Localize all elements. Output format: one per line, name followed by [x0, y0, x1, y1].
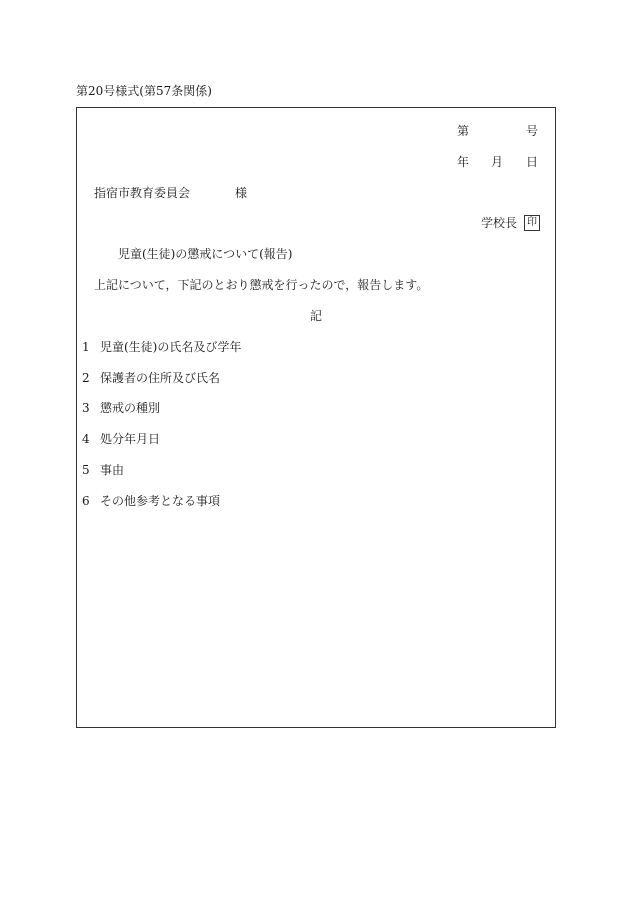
date-year: 年	[457, 155, 470, 169]
body-text: 上記について，下記のとおり懲戒を行ったので，報告します。	[94, 278, 429, 292]
addressee-name: 指宿市教育委員会	[94, 186, 191, 200]
form-title: 第20号様式(第57条関係)	[76, 84, 212, 98]
item-4-number: 4	[82, 432, 90, 446]
seal-mark: 印	[524, 215, 540, 231]
item-5-label: 事由	[100, 463, 125, 477]
item-1-number: 1	[82, 340, 90, 354]
subject: 児童(生徒)の懲戒について(報告)	[118, 247, 293, 261]
form-frame	[76, 107, 556, 728]
number-suffix: 号	[526, 124, 539, 138]
item-1-label: 児童(生徒)の氏名及び学年	[100, 340, 242, 354]
item-2-number: 2	[82, 371, 90, 385]
item-4-label: 処分年月日	[100, 432, 161, 446]
date-day: 日	[526, 155, 539, 169]
number-prefix: 第	[457, 124, 470, 138]
sender-title: 学校長	[481, 216, 518, 230]
item-2-label: 保護者の住所及び氏名	[100, 371, 221, 385]
item-6-label: その他参考となる事項	[100, 494, 221, 508]
item-6-number: 6	[82, 494, 90, 508]
ki-heading: 記	[310, 309, 323, 323]
addressee-honorific: 様	[235, 186, 248, 200]
item-5-number: 5	[82, 463, 90, 477]
date-month: 月	[491, 155, 504, 169]
item-3-number: 3	[82, 401, 90, 415]
item-3-label: 懲戒の種別	[100, 401, 161, 415]
